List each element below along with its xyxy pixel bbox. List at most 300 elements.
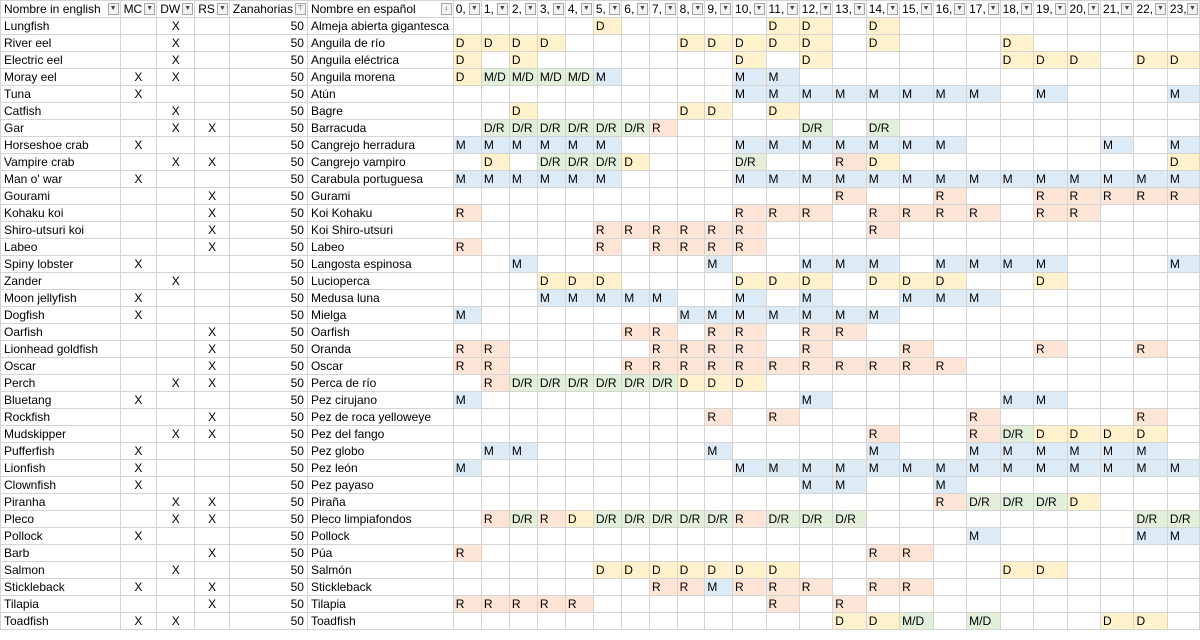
cell-hour-6[interactable] [622,205,650,222]
cell-hour-15[interactable] [900,307,933,324]
cell-hour-15[interactable] [900,324,933,341]
cell-rs[interactable] [195,307,230,324]
cell-hour-8[interactable]: D [677,103,705,120]
cell-hour-18[interactable] [1000,188,1033,205]
cell-hour-16[interactable] [933,443,966,460]
cell-zanahorias[interactable]: 50 [229,69,307,86]
cell-hour-23[interactable] [1167,18,1199,35]
cell-hour-20[interactable] [1067,69,1100,86]
cell-hour-1[interactable]: R [481,341,509,358]
cell-hour-8[interactable] [677,613,705,630]
cell-hour-21[interactable]: M [1100,137,1133,154]
cell-hour-23[interactable] [1167,205,1199,222]
cell-hour-12[interactable]: M [799,86,832,103]
cell-hour-12[interactable] [799,596,832,613]
cell-hour-2[interactable] [509,494,537,511]
cell-hour-17[interactable]: M [967,86,1000,103]
cell-hour-0[interactable] [453,613,481,630]
cell-mc[interactable]: X [120,69,157,86]
cell-hour-21[interactable] [1100,596,1133,613]
cell-zanahorias[interactable]: 50 [229,596,307,613]
cell-dw[interactable]: X [157,494,195,511]
cell-hour-1[interactable]: D/R [481,120,509,137]
cell-hour-13[interactable] [833,341,866,358]
cell-hour-10[interactable]: M [733,307,766,324]
cell-hour-18[interactable] [1000,528,1033,545]
cell-hour-19[interactable]: R [1034,205,1067,222]
cell-spanish-name[interactable]: Pez cirujano [307,392,453,409]
cell-hour-17[interactable] [967,154,1000,171]
cell-hour-17[interactable] [967,35,1000,52]
cell-hour-2[interactable] [509,290,537,307]
cell-hour-18[interactable] [1000,477,1033,494]
cell-hour-11[interactable] [766,222,799,239]
cell-hour-4[interactable] [565,188,593,205]
cell-hour-2[interactable] [509,273,537,290]
cell-hour-8[interactable]: R [677,341,705,358]
cell-hour-8[interactable]: D [677,35,705,52]
cell-hour-8[interactable]: D [677,562,705,579]
cell-hour-18[interactable]: D [1000,35,1033,52]
cell-dw[interactable] [157,188,195,205]
cell-hour-19[interactable] [1034,511,1067,528]
cell-hour-13[interactable] [833,69,866,86]
cell-rs[interactable] [195,290,230,307]
cell-zanahorias[interactable]: 50 [229,171,307,188]
cell-hour-0[interactable] [453,562,481,579]
filter-dropdown-icon[interactable]: ▼ [144,3,155,15]
header-hour-8[interactable] [677,1,705,18]
cell-hour-10[interactable] [733,18,766,35]
cell-hour-23[interactable] [1167,324,1199,341]
cell-hour-20[interactable]: M [1067,443,1100,460]
cell-hour-3[interactable] [537,324,565,341]
cell-hour-13[interactable]: M [833,137,866,154]
cell-hour-3[interactable]: D [537,273,565,290]
cell-mc[interactable]: X [120,256,157,273]
cell-zanahorias[interactable]: 50 [229,511,307,528]
cell-hour-6[interactable] [622,528,650,545]
cell-rs[interactable] [195,103,230,120]
cell-hour-22[interactable] [1134,86,1167,103]
cell-hour-20[interactable]: M [1067,460,1100,477]
cell-hour-10[interactable] [733,443,766,460]
cell-hour-2[interactable]: M [509,443,537,460]
cell-zanahorias[interactable]: 50 [229,137,307,154]
cell-english-name[interactable]: Catfish [1,103,121,120]
header-hour-21[interactable] [1100,1,1133,18]
cell-hour-16[interactable] [933,239,966,256]
filter-dropdown-icon[interactable]: ▼ [108,3,119,15]
header-hour-15[interactable] [900,1,933,18]
cell-hour-20[interactable] [1067,409,1100,426]
cell-hour-15[interactable] [900,18,933,35]
filter-active-icon[interactable]: ⊤ [295,3,306,15]
cell-hour-2[interactable] [509,409,537,426]
cell-hour-22[interactable] [1134,273,1167,290]
cell-hour-14[interactable]: R [866,222,899,239]
cell-hour-22[interactable] [1134,324,1167,341]
cell-hour-10[interactable] [733,528,766,545]
cell-hour-15[interactable] [900,154,933,171]
cell-spanish-name[interactable]: Pollock [307,528,453,545]
cell-hour-11[interactable] [766,426,799,443]
cell-hour-6[interactable] [622,426,650,443]
cell-hour-14[interactable]: M [866,171,899,188]
cell-english-name[interactable]: Pufferfish [1,443,121,460]
cell-hour-11[interactable] [766,120,799,137]
cell-hour-22[interactable]: D [1134,426,1167,443]
cell-hour-11[interactable] [766,290,799,307]
header-zanahorias[interactable] [229,1,307,18]
cell-hour-23[interactable] [1167,562,1199,579]
cell-mc[interactable] [120,154,157,171]
cell-hour-23[interactable]: M [1167,460,1199,477]
header-spanish[interactable] [307,1,453,18]
cell-hour-14[interactable]: R [866,426,899,443]
cell-hour-2[interactable] [509,562,537,579]
cell-dw[interactable] [157,358,195,375]
cell-dw[interactable] [157,239,195,256]
cell-hour-2[interactable] [509,460,537,477]
cell-hour-18[interactable] [1000,511,1033,528]
cell-hour-7[interactable] [649,52,677,69]
cell-hour-11[interactable]: M [766,460,799,477]
cell-hour-10[interactable]: M [733,69,766,86]
cell-hour-20[interactable] [1067,324,1100,341]
cell-hour-16[interactable]: M [933,290,966,307]
cell-hour-2[interactable] [509,477,537,494]
cell-hour-20[interactable] [1067,18,1100,35]
cell-hour-14[interactable]: D [866,613,899,630]
cell-hour-1[interactable] [481,392,509,409]
cell-hour-6[interactable] [622,460,650,477]
cell-hour-1[interactable] [481,494,509,511]
cell-hour-10[interactable] [733,494,766,511]
header-hour-17[interactable] [967,1,1000,18]
cell-hour-6[interactable] [622,188,650,205]
cell-zanahorias[interactable]: 50 [229,154,307,171]
cell-hour-16[interactable] [933,69,966,86]
header-hour-19[interactable] [1034,1,1067,18]
cell-hour-10[interactable] [733,188,766,205]
cell-hour-3[interactable] [537,545,565,562]
cell-hour-19[interactable] [1034,545,1067,562]
cell-hour-6[interactable] [622,103,650,120]
cell-dw[interactable] [157,596,195,613]
cell-hour-13[interactable] [833,239,866,256]
cell-hour-7[interactable] [649,528,677,545]
header-hour-11[interactable] [766,1,799,18]
cell-hour-12[interactable] [799,494,832,511]
cell-hour-11[interactable]: M [766,69,799,86]
cell-hour-17[interactable] [967,307,1000,324]
cell-hour-3[interactable]: M/D [537,69,565,86]
cell-mc[interactable]: X [120,579,157,596]
cell-spanish-name[interactable]: Piraña [307,494,453,511]
cell-hour-10[interactable] [733,392,766,409]
cell-rs[interactable]: X [195,494,230,511]
cell-hour-16[interactable] [933,324,966,341]
cell-rs[interactable]: X [195,239,230,256]
cell-hour-5[interactable] [593,52,621,69]
cell-hour-9[interactable]: M [705,443,733,460]
cell-hour-9[interactable] [705,477,733,494]
filter-dropdown-icon[interactable]: ▼ [854,3,865,15]
cell-hour-20[interactable] [1067,290,1100,307]
cell-dw[interactable] [157,256,195,273]
cell-hour-23[interactable] [1167,426,1199,443]
cell-hour-2[interactable]: M [509,171,537,188]
cell-english-name[interactable]: Electric eel [1,52,121,69]
cell-hour-0[interactable] [453,494,481,511]
cell-hour-18[interactable] [1000,137,1033,154]
cell-hour-22[interactable]: D [1134,613,1167,630]
cell-zanahorias[interactable]: 50 [229,205,307,222]
cell-spanish-name[interactable]: Mielga [307,307,453,324]
cell-hour-7[interactable] [649,392,677,409]
header-hour-1[interactable] [481,1,509,18]
cell-hour-13[interactable] [833,273,866,290]
cell-hour-19[interactable] [1034,120,1067,137]
cell-hour-5[interactable]: R [593,222,621,239]
cell-english-name[interactable]: Lionhead goldfish [1,341,121,358]
cell-hour-21[interactable] [1100,511,1133,528]
cell-hour-4[interactable] [565,205,593,222]
cell-hour-5[interactable] [593,86,621,103]
cell-hour-9[interactable] [705,120,733,137]
cell-zanahorias[interactable]: 50 [229,358,307,375]
cell-hour-7[interactable] [649,494,677,511]
cell-hour-15[interactable]: M/D [900,613,933,630]
cell-hour-10[interactable]: D [733,562,766,579]
cell-zanahorias[interactable]: 50 [229,460,307,477]
cell-hour-15[interactable] [900,256,933,273]
cell-hour-15[interactable] [900,52,933,69]
cell-hour-3[interactable]: D/R [537,120,565,137]
cell-hour-21[interactable] [1100,528,1133,545]
cell-rs[interactable] [195,256,230,273]
cell-rs[interactable]: X [195,222,230,239]
cell-hour-10[interactable]: D [733,273,766,290]
cell-hour-12[interactable]: D [799,35,832,52]
cell-rs[interactable] [195,477,230,494]
cell-hour-22[interactable]: M [1134,171,1167,188]
cell-spanish-name[interactable]: Medusa luna [307,290,453,307]
cell-hour-5[interactable] [593,528,621,545]
cell-hour-8[interactable] [677,392,705,409]
cell-hour-20[interactable]: D [1067,52,1100,69]
cell-hour-10[interactable]: R [733,579,766,596]
cell-dw[interactable] [157,443,195,460]
cell-hour-1[interactable] [481,324,509,341]
cell-spanish-name[interactable]: Púa [307,545,453,562]
filter-dropdown-icon[interactable]: ▼ [609,3,620,15]
cell-english-name[interactable]: Horseshoe crab [1,137,121,154]
cell-hour-14[interactable] [866,188,899,205]
cell-hour-0[interactable]: M [453,460,481,477]
cell-hour-21[interactable] [1100,86,1133,103]
cell-hour-11[interactable] [766,256,799,273]
cell-hour-17[interactable] [967,52,1000,69]
cell-hour-7[interactable] [649,426,677,443]
cell-hour-12[interactable] [799,613,832,630]
cell-hour-7[interactable]: R [649,358,677,375]
cell-hour-3[interactable] [537,103,565,120]
cell-hour-9[interactable] [705,273,733,290]
cell-hour-22[interactable] [1134,256,1167,273]
cell-hour-2[interactable]: M [509,256,537,273]
cell-hour-16[interactable]: R [933,358,966,375]
cell-hour-14[interactable] [866,477,899,494]
cell-mc[interactable] [120,426,157,443]
cell-zanahorias[interactable]: 50 [229,392,307,409]
cell-hour-23[interactable] [1167,409,1199,426]
cell-hour-6[interactable] [622,52,650,69]
cell-hour-19[interactable]: D [1034,562,1067,579]
cell-hour-9[interactable]: R [705,341,733,358]
cell-hour-3[interactable] [537,52,565,69]
cell-hour-1[interactable] [481,188,509,205]
cell-hour-4[interactable]: R [565,596,593,613]
cell-hour-11[interactable]: D/R [766,511,799,528]
filter-dropdown-icon[interactable]: ▼ [1088,3,1099,15]
cell-hour-20[interactable] [1067,137,1100,154]
cell-hour-0[interactable]: R [453,596,481,613]
cell-mc[interactable] [120,494,157,511]
cell-hour-19[interactable]: M [1034,392,1067,409]
cell-hour-7[interactable] [649,477,677,494]
cell-dw[interactable] [157,171,195,188]
cell-hour-20[interactable] [1067,613,1100,630]
cell-rs[interactable]: X [195,341,230,358]
cell-hour-1[interactable]: D [481,35,509,52]
cell-hour-9[interactable]: R [705,358,733,375]
cell-hour-16[interactable] [933,222,966,239]
cell-hour-19[interactable] [1034,18,1067,35]
cell-hour-0[interactable] [453,511,481,528]
cell-english-name[interactable]: Perch [1,375,121,392]
cell-hour-5[interactable] [593,443,621,460]
cell-hour-5[interactable]: D/R [593,154,621,171]
cell-hour-19[interactable] [1034,477,1067,494]
cell-hour-3[interactable] [537,477,565,494]
cell-hour-8[interactable] [677,256,705,273]
cell-hour-18[interactable] [1000,273,1033,290]
cell-hour-22[interactable] [1134,222,1167,239]
cell-hour-10[interactable]: M [733,86,766,103]
cell-hour-16[interactable] [933,120,966,137]
cell-hour-12[interactable] [799,375,832,392]
cell-hour-15[interactable] [900,443,933,460]
cell-zanahorias[interactable]: 50 [229,120,307,137]
cell-hour-3[interactable] [537,256,565,273]
cell-hour-8[interactable] [677,494,705,511]
cell-english-name[interactable]: Piranha [1,494,121,511]
cell-hour-6[interactable] [622,409,650,426]
cell-hour-21[interactable] [1100,154,1133,171]
cell-hour-12[interactable] [799,528,832,545]
cell-hour-16[interactable]: M [933,256,966,273]
cell-hour-5[interactable] [593,545,621,562]
cell-rs[interactable] [195,443,230,460]
cell-rs[interactable] [195,137,230,154]
cell-hour-8[interactable] [677,154,705,171]
filter-dropdown-icon[interactable]: ▼ [525,3,536,15]
cell-hour-5[interactable] [593,103,621,120]
cell-hour-8[interactable] [677,137,705,154]
cell-mc[interactable] [120,188,157,205]
cell-hour-9[interactable]: D [705,562,733,579]
cell-hour-19[interactable]: R [1034,341,1067,358]
cell-english-name[interactable]: Tilapia [1,596,121,613]
cell-hour-22[interactable] [1134,205,1167,222]
cell-hour-6[interactable] [622,307,650,324]
cell-hour-7[interactable] [649,409,677,426]
cell-spanish-name[interactable]: Koi Shiro-utsuri [307,222,453,239]
cell-hour-8[interactable] [677,443,705,460]
cell-hour-0[interactable]: M [453,171,481,188]
cell-hour-7[interactable] [649,86,677,103]
cell-hour-11[interactable]: M [766,137,799,154]
cell-hour-4[interactable] [565,426,593,443]
cell-hour-8[interactable]: R [677,358,705,375]
cell-hour-10[interactable]: D [733,35,766,52]
cell-hour-19[interactable] [1034,375,1067,392]
cell-hour-13[interactable]: R [833,596,866,613]
header-hour-10[interactable] [733,1,766,18]
cell-hour-3[interactable] [537,222,565,239]
cell-hour-19[interactable] [1034,35,1067,52]
cell-hour-7[interactable] [649,205,677,222]
cell-hour-1[interactable]: M/D [481,69,509,86]
cell-hour-1[interactable] [481,409,509,426]
cell-hour-22[interactable] [1134,477,1167,494]
cell-hour-15[interactable]: M [900,171,933,188]
cell-hour-0[interactable]: M [453,392,481,409]
cell-hour-13[interactable] [833,426,866,443]
cell-hour-6[interactable] [622,137,650,154]
cell-hour-7[interactable] [649,307,677,324]
cell-hour-21[interactable] [1100,52,1133,69]
cell-hour-17[interactable] [967,18,1000,35]
cell-hour-4[interactable] [565,613,593,630]
cell-hour-12[interactable] [799,239,832,256]
cell-zanahorias[interactable]: 50 [229,35,307,52]
cell-hour-2[interactable] [509,18,537,35]
cell-hour-16[interactable] [933,596,966,613]
cell-hour-23[interactable] [1167,222,1199,239]
cell-hour-8[interactable]: R [677,579,705,596]
cell-hour-20[interactable] [1067,273,1100,290]
cell-english-name[interactable]: Pollock [1,528,121,545]
cell-hour-10[interactable]: M [733,171,766,188]
cell-hour-14[interactable] [866,103,899,120]
cell-hour-19[interactable]: M [1034,256,1067,273]
cell-hour-5[interactable]: M [593,137,621,154]
cell-hour-17[interactable] [967,562,1000,579]
cell-hour-4[interactable] [565,579,593,596]
cell-dw[interactable]: X [157,562,195,579]
cell-hour-13[interactable]: M [833,256,866,273]
cell-hour-18[interactable]: M [1000,171,1033,188]
cell-hour-3[interactable] [537,562,565,579]
cell-hour-9[interactable] [705,392,733,409]
cell-hour-18[interactable]: D [1000,52,1033,69]
cell-hour-10[interactable] [733,103,766,120]
cell-hour-0[interactable] [453,222,481,239]
cell-hour-19[interactable] [1034,222,1067,239]
